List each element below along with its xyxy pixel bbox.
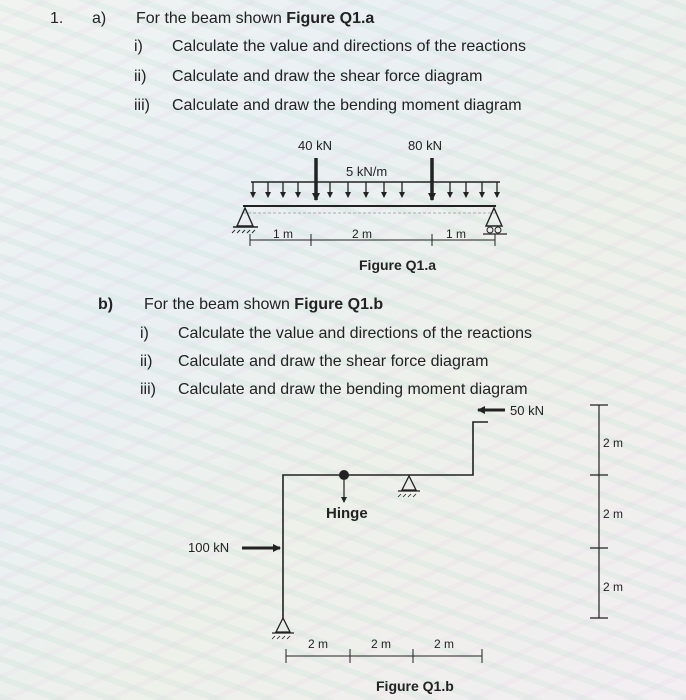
hinge-icon [339,470,349,480]
load-40kn-label: 40 kN [298,138,332,153]
figure-q1b [188,403,623,694]
part-a-item-1-num: i) [134,38,143,55]
support-mid-icon [398,476,420,497]
figure-q1a [232,138,507,273]
part-b-item-3-text: Calculate and draw the bending moment diagram [178,381,528,398]
roller-support-right-icon [483,208,507,234]
dim-b-v1: 2 m [603,436,624,450]
part-b-item-2-text: Calculate and draw the shear force diagram [178,353,489,370]
frame-members [283,422,488,618]
dim-b-h2: 2 m [371,637,392,651]
part-a-item-1-text: Calculate the value and directions of the reactions [172,38,526,55]
part-b-item-3-num: iii) [140,381,156,398]
question-number: 1. [50,10,64,27]
figure-q1b-caption: Figure Q1.b [376,678,454,694]
part-a-intro-text: For the beam shown [136,10,287,27]
dim-b-v2: 2 m [603,507,624,521]
part-a-label: a) [92,10,107,27]
udl-arrows [253,182,497,197]
pin-support-left-icon [232,208,258,233]
part-b-item-1-num: i) [140,325,149,342]
part-a-item-3-num: iii) [134,97,150,114]
part-a-item-2-text: Calculate and draw the shear force diagram [172,68,483,85]
part-a-item-3-text: Calculate and draw the bending moment diagram [172,97,522,114]
hinge-label: Hinge [326,505,368,522]
figure-q1a-caption: Figure Q1.a [359,257,437,273]
dim-a-1: 1 m [273,227,294,241]
dim-b-h3: 2 m [434,637,455,651]
udl-label: 5 kN/m [346,164,388,179]
part-a-item-2-num: ii) [134,68,147,85]
load-50kn-label: 50 kN [510,403,544,418]
part-b-figure-ref: Figure Q1.b [294,296,384,313]
dim-a-3: 1 m [446,227,467,241]
dim-b-v3: 2 m [603,580,624,594]
support-base-icon [272,618,294,639]
load-80kn-label: 80 kN [408,138,442,153]
dimension-line-b-horizontal [286,649,482,663]
load-100kn-label: 100 kN [188,540,230,555]
part-a-figure-ref: Figure Q1.a [286,10,375,27]
dim-b-h1: 2 m [308,637,329,651]
part-b-label: b) [98,296,114,313]
part-b-item-2-num: ii) [140,353,153,370]
part-b-intro-text: For the beam shown [144,296,295,313]
part-b-item-1-text: Calculate the value and directions of the reactions [178,325,532,342]
dim-a-2: 2 m [352,227,373,241]
